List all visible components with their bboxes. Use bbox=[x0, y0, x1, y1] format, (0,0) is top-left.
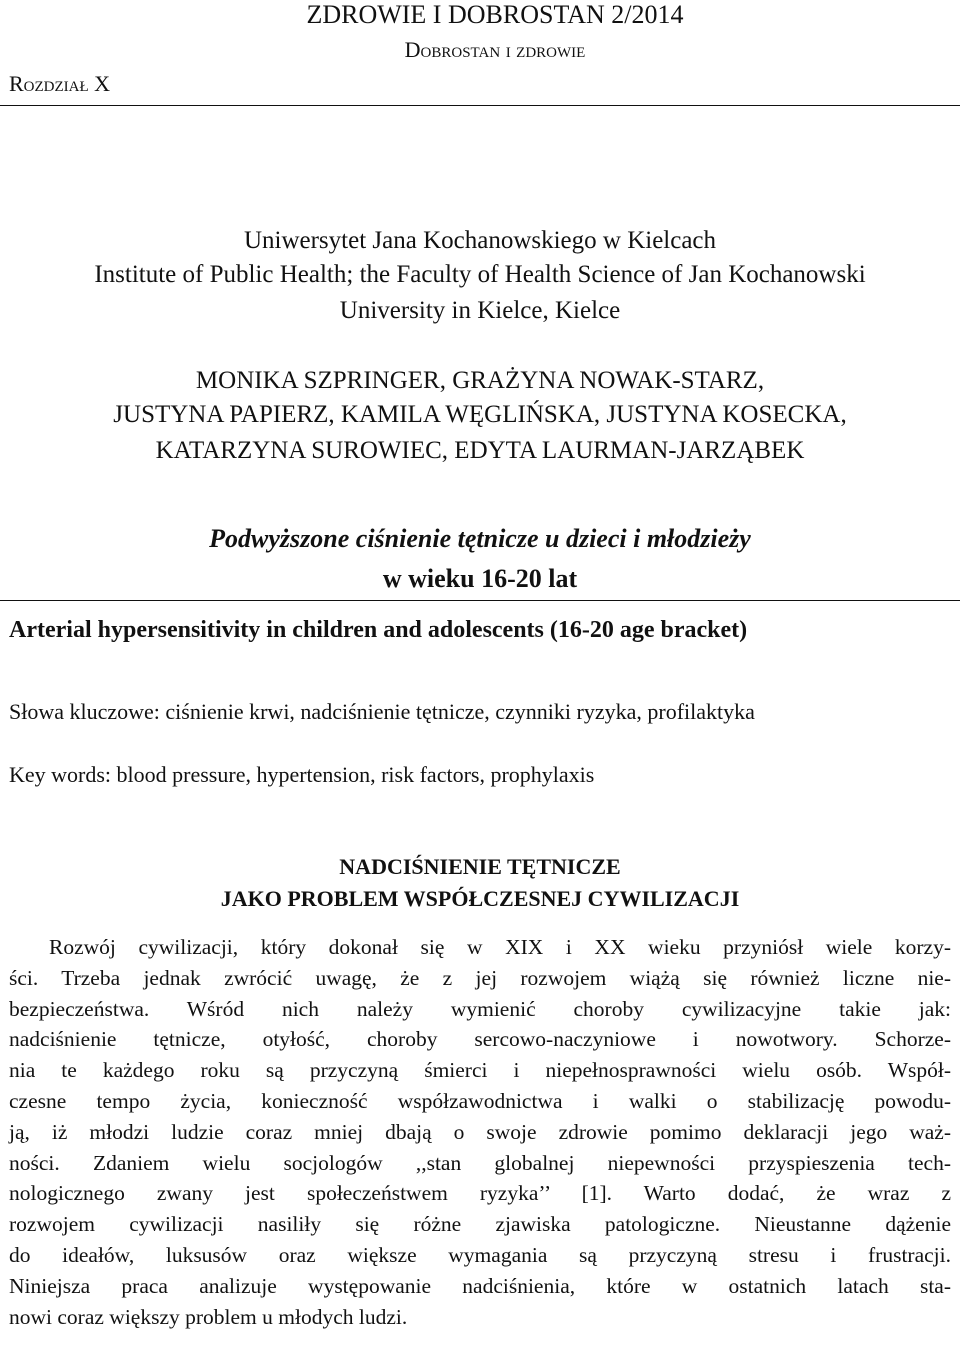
body-line: ności. Zdaniem wielu socjologów ,,stan globalnej niepewności przyspieszenia tech- bbox=[9, 1150, 951, 1175]
affiliation-line: Uniwersytet Jana Kochanowskiego w Kielcach bbox=[243, 227, 717, 254]
header-divider bbox=[0, 105, 960, 106]
title-polish-line-2: w wieku 16-20 lat bbox=[382, 564, 578, 593]
affiliation-line: Institute of Public Health; the Faculty of Health Science of Jan Kochanowski bbox=[94, 261, 866, 288]
body-line: do ideałów, luksusów oraz większe wymagania są przyczyną stresu i frustracji. bbox=[9, 1242, 951, 1267]
keywords-english: Key words: blood pressure, hypertension, risk factors, prophylaxis bbox=[9, 762, 595, 787]
journal-header: ZDROWIE I DOBROSTAN 2/2014 bbox=[306, 0, 684, 29]
body-line: nia te każdego roku są przyczyną śmierci i niepełnosprawności wielu osób. Współ- bbox=[9, 1058, 951, 1083]
body-line: ją, iż młodzi ludzie coraz mniej dbają o swoje zdrowie pomimo deklaracji jego waż- bbox=[9, 1119, 951, 1144]
body-paragraph bbox=[9, 932, 951, 1332]
body-line: nologicznego zwany jest społeczeństwem ryzyka’’ [1]. Warto dodać, że wraz z bbox=[9, 1181, 951, 1206]
authors-line: KATARZYNA SUROWIEC, EDYTA LAURMAN-JARZĄBEK bbox=[155, 437, 805, 464]
body-line: rozwojem cywilizacji nasiliły się różne zjawiska patologiczne. Nieustanne dążenie bbox=[9, 1212, 951, 1237]
affiliation-line: University in Kielce, Kielce bbox=[339, 297, 621, 324]
authors-line: MONIKA SZPRINGER, GRAŻYNA NOWAK-STARZ, bbox=[195, 367, 765, 394]
chapter-label: Rozdział X bbox=[9, 71, 111, 96]
body-line: czesne tempo życia, konieczność współzawodnictwa i walki o stabilizację powodu- bbox=[9, 1088, 951, 1113]
section-header: Dobrostan i zdrowie bbox=[404, 37, 586, 62]
body-line: nowi coraz większy problem u młodych ludzi. bbox=[9, 1304, 408, 1329]
body-line: Niniejsza praca analizuje występowanie nadciśnienia, które w ostatnich latach sta- bbox=[9, 1273, 951, 1298]
body-line: Rozwój cywilizacji, który dokonał się w XIX i XX wieku przyniósł wiele korzy- bbox=[49, 935, 951, 959]
section-heading-line-2: JAKO PROBLEM WSPÓŁCZESNEJ CYWILIZACJI bbox=[220, 886, 740, 911]
title-english: Arterial hypersensitivity in children and adolescents (16-20 age bracket) bbox=[9, 617, 748, 643]
body-line: bezpieczeństwa. Wśród nich należy wymienić choroby cywilizacyjne takie jak: bbox=[9, 996, 951, 1021]
title-divider bbox=[0, 600, 960, 601]
body-line: nadciśnienie tętnicze, otyłość, choroby sercowo-naczyniowe i nowotwory. Schorze- bbox=[9, 1027, 951, 1052]
body-line: ści. Trzeba jednak zwrócić uwagę, że z jej rozwojem wiążą się również liczne nie- bbox=[9, 965, 951, 990]
keywords-polish: Słowa kluczowe: ciśnienie krwi, nadciśnienie tętnicze, czynniki ryzyka, profilaktyka bbox=[9, 699, 755, 724]
section-heading-line-1: NADCIŚNIENIE TĘTNICZE bbox=[339, 854, 621, 879]
authors-line: JUSTYNA PAPIERZ, KAMILA WĘGLIŃSKA, JUSTYNA KOSECKA, bbox=[113, 401, 847, 428]
title-polish-line-1: Podwyższone ciśnienie tętnicze u dzieci i młodzieży bbox=[209, 524, 751, 553]
